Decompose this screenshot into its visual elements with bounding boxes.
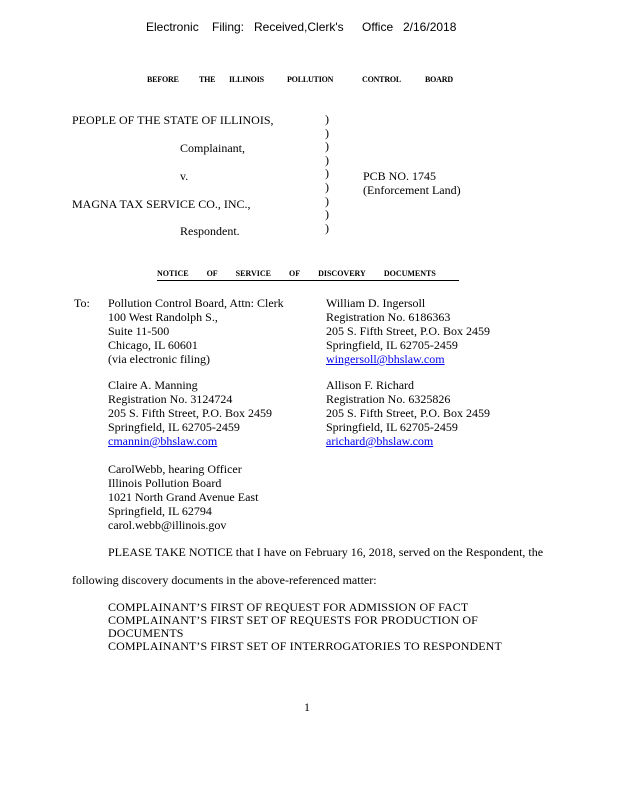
document-item: COMPLAINANT’S FIRST SET OF REQUESTS FOR PRODUCTION OF — [108, 613, 478, 627]
recipient-line: Illinois Pollution Board — [108, 476, 222, 490]
caption-defendant: MAGNA TAX SERVICE CO., INC., — [72, 197, 251, 211]
recipient-name: William D. Ingersoll — [326, 296, 426, 310]
caption-plaintiff: PEOPLE OF THE STATE OF ILLINOIS, — [72, 113, 274, 127]
caption-versus: v. — [180, 169, 189, 183]
recipient-webb — [108, 462, 258, 532]
recipient-line: 205 S. Fifth Street, P.O. Box 2459 — [108, 406, 273, 420]
recipient-pcb — [108, 296, 284, 366]
document-item: COMPLAINANT’S FIRST SET OF INTERROGATORIES TO RESPONDENT — [108, 639, 502, 653]
recipient-line: (via electronic filing) — [108, 352, 210, 366]
recipient-line: 1021 North Grand Avenue East — [108, 490, 259, 504]
recipient-line: 205 S. Fifth Street, P.O. Box 2459 — [326, 406, 491, 420]
filing-header-received: Received,Clerk's — [254, 20, 344, 34]
notice-title-word: OF — [288, 269, 301, 278]
recipient-line: Registration No. 6186363 — [326, 310, 451, 324]
caption-paren: ) — [325, 152, 329, 167]
recipient-line: carol.webb@illinois.gov — [108, 518, 227, 532]
documents-list — [108, 601, 502, 653]
recipient-email-link[interactable]: arichard@bhslaw.com — [326, 434, 434, 448]
board-heading-word: THE — [199, 75, 216, 84]
recipient-email-link[interactable]: wingersoll@bhslaw.com — [326, 352, 445, 366]
caption-paren: ) — [325, 220, 329, 235]
recipient-name: Allison F. Richard — [326, 378, 415, 392]
notice-title-word: SERVICE — [235, 269, 271, 278]
board-heading-word: POLLUTION — [287, 75, 334, 84]
caption-paren: ) — [325, 139, 329, 154]
recipient-line: 100 West Randolph S., — [108, 310, 218, 324]
page-number: 1 — [304, 700, 310, 714]
caption-defendant-role: Respondent. — [180, 224, 240, 238]
board-heading-word: BOARD — [425, 75, 453, 84]
recipient-line: Registration No. 3124724 — [108, 392, 233, 406]
caption-paren: ) — [325, 207, 329, 222]
caption-paren: ) — [325, 125, 329, 140]
recipient-line: Springfield, IL 62794 — [108, 504, 212, 518]
recipient-name: Pollution Control Board, Attn: Clerk — [108, 296, 284, 310]
notice-title — [157, 269, 454, 278]
caption-plaintiff-role: Complainant, — [180, 141, 245, 155]
recipient-manning — [108, 378, 272, 448]
notice-paragraph-line1: PLEASE TAKE NOTICE that I have on February 16, 2018, served on the Respondent, the — [108, 545, 544, 559]
recipient-line: Springfield, IL 62705-2459 — [108, 420, 240, 434]
notice-title-underline — [157, 280, 459, 281]
recipient-richard — [326, 378, 490, 448]
case-number: PCB NO. 1745 — [363, 169, 437, 183]
recipient-line: Chicago, IL 60601 — [108, 338, 198, 352]
recipient-line: Suite 11-500 — [108, 324, 170, 338]
caption-paren: ) — [325, 193, 329, 208]
recipient-line: Registration No. 6325826 — [326, 392, 451, 406]
recipient-email-link[interactable]: cmannin@bhslaw.com — [108, 434, 218, 448]
recipient-line: Springfield, IL 62705-2459 — [326, 420, 458, 434]
document-item: COMPLAINANT’S FIRST OF REQUEST FOR ADMISSION OF FACT — [108, 600, 469, 614]
notice-title-word: NOTICE — [157, 269, 189, 278]
notice-title-word: DISCOVERY — [318, 269, 366, 278]
recipient-line: 205 S. Fifth Street, P.O. Box 2459 — [326, 324, 491, 338]
board-heading-word: BEFORE — [147, 75, 179, 84]
recipient-ingersoll — [326, 296, 490, 366]
filing-header-date: 2/16/2018 — [403, 20, 457, 34]
notice-title-word: DOCUMENTS — [383, 269, 436, 278]
recipient-name: CarolWebb, hearing Officer — [108, 462, 242, 476]
recipient-line: Springfield, IL 62705-2459 — [326, 338, 458, 352]
document-item: DOCUMENTS — [108, 626, 184, 640]
filing-header-filing: Filing: — [212, 20, 245, 34]
caption-paren: ) — [325, 179, 329, 194]
filing-header-electronic: Electronic — [146, 20, 199, 34]
to-label: To: — [74, 296, 90, 310]
case-type: (Enforcement Land) — [363, 183, 461, 197]
caption-paren: ) — [325, 112, 329, 126]
board-heading-word: ILLINOIS — [229, 75, 264, 84]
notice-title-word: OF — [206, 269, 218, 278]
notice-paragraph-line2: following discovery documents in the above-referenced matter: — [72, 573, 377, 587]
caption-parentheses — [325, 113, 329, 235]
caption-paren: ) — [325, 166, 329, 181]
board-heading-word: CONTROL — [362, 75, 402, 84]
recipient-name: Claire A. Manning — [108, 378, 198, 392]
filing-header-office: Office — [362, 20, 394, 34]
